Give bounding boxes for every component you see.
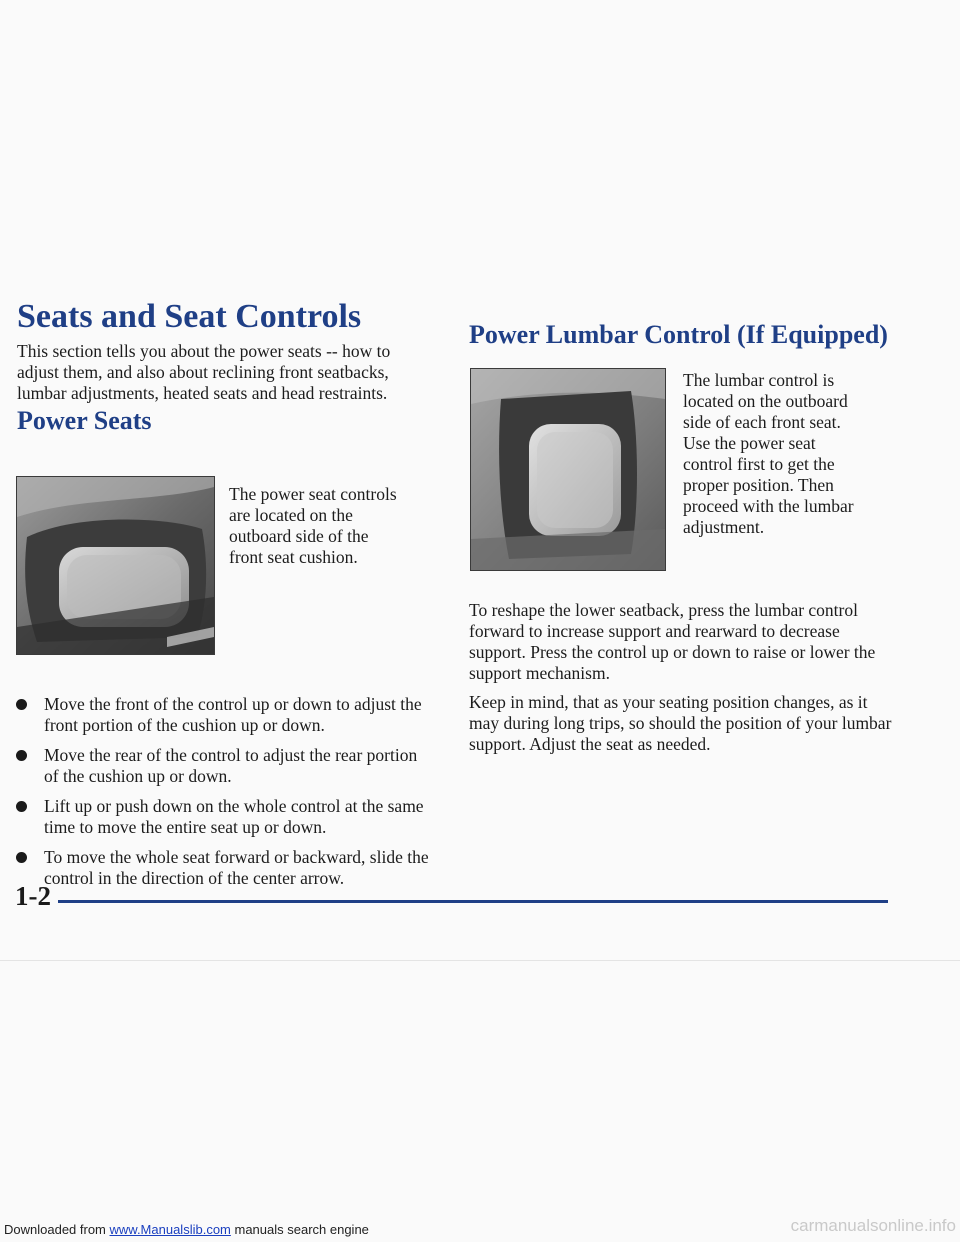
- list-item: [15, 694, 433, 736]
- lumbar-title: Power Lumbar Control (If Equipped): [469, 320, 888, 349]
- watermark: carmanualsonline.info: [790, 1216, 956, 1235]
- power-seat-instructions: [15, 694, 433, 898]
- page-number: 1-2: [15, 881, 51, 911]
- bullet-icon: [16, 852, 27, 863]
- power-seat-control-image: [17, 477, 214, 654]
- bullet-icon: [16, 801, 27, 812]
- power-seats-heading: Power Seats: [17, 406, 152, 435]
- footer-prefix: Downloaded from: [4, 1222, 110, 1237]
- scan-edge-line: [0, 960, 960, 961]
- footer-suffix: manuals search engine: [230, 1222, 369, 1237]
- list-item: [15, 796, 433, 838]
- power-seats-caption: The power seat controls are located on the outboard side of the front seat cushion.: [229, 484, 397, 567]
- list-item-text: Lift up or push down on the whole control at the same time to move the entire seat up or down.: [44, 796, 424, 837]
- list-item-text: To move the whole seat forward or backward, slide the control in the direction of the center arrow.: [44, 847, 429, 888]
- lumbar-control-photo: [470, 368, 666, 571]
- list-item: [15, 847, 433, 889]
- intro-paragraph: This section tells you about the power seats -- how to adjust them, and also about reclining front seatbacks, lumbar adjustments, heated seats and head restraints.: [17, 341, 391, 403]
- lumbar-control-image: [471, 369, 665, 570]
- list-item-text: Move the front of the control up or down to adjust the front portion of the cushion up or down.: [44, 694, 422, 735]
- bullet-icon: [16, 750, 27, 761]
- bullet-icon: [16, 699, 27, 710]
- lumbar-paragraph-1: To reshape the lower seatback, press the lumbar control forward to increase support and rearward to decrease support. Press the control up or down to raise or lower the support mechanism.: [469, 600, 876, 683]
- section-title: Seats and Seat Controls: [17, 298, 362, 335]
- download-footer: [4, 1222, 369, 1238]
- footer-rule: [58, 900, 888, 903]
- power-seat-control-photo: [16, 476, 215, 655]
- list-item: [15, 745, 433, 787]
- lumbar-caption: The lumbar control is located on the outboard side of each front seat. Use the power seat control first to get the proper position. Then proceed with the lumbar adjustment.: [683, 370, 854, 537]
- list-item-text: Move the rear of the control to adjust the rear portion of the cushion up or down.: [44, 745, 418, 786]
- manualslib-link[interactable]: www.Manualslib.com: [109, 1222, 231, 1237]
- lumbar-paragraph-2: Keep in mind, that as your seating position changes, as it may during long trips, so should the position of your lumbar support. Adjust the seat as needed.: [469, 692, 892, 754]
